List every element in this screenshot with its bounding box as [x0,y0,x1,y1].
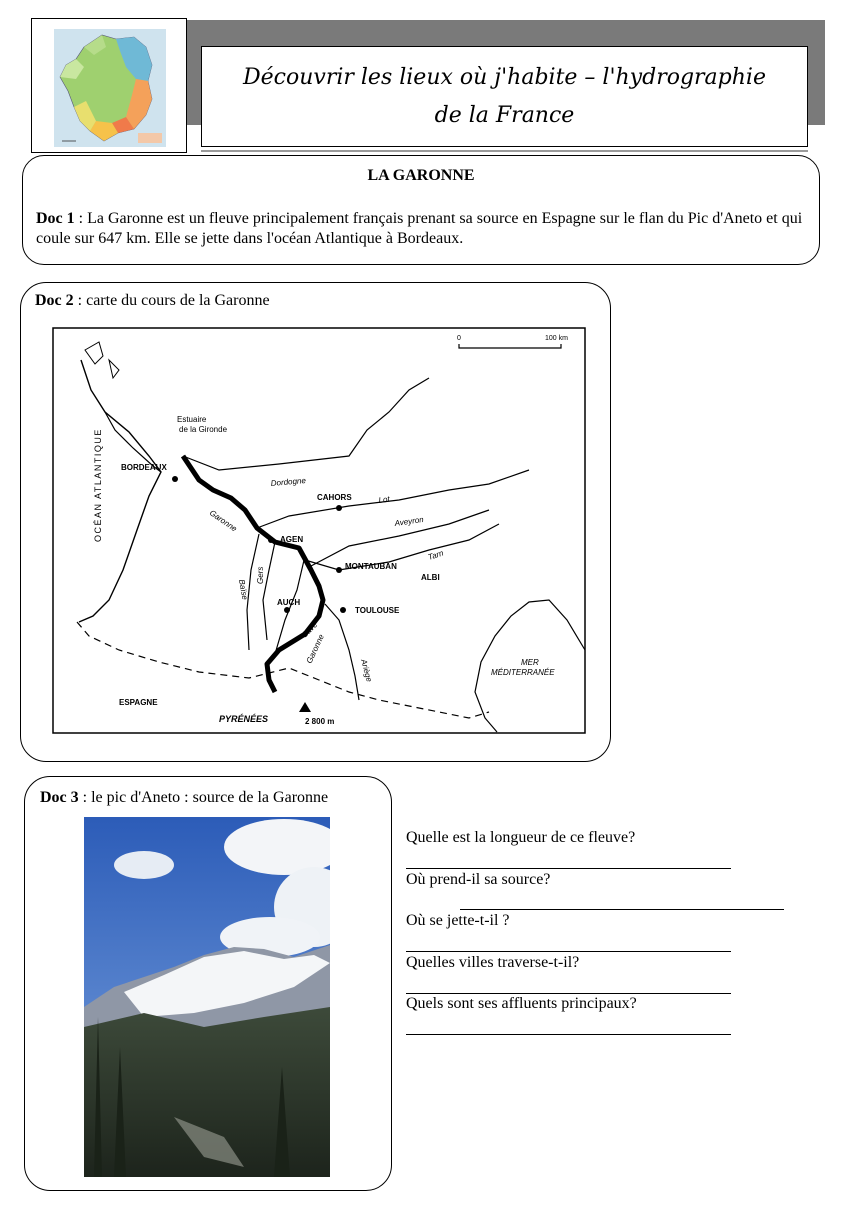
auch-dot [284,607,290,613]
river-label-garonne-south: Garonne [304,632,326,665]
river-label-ariege: Ariège [359,658,374,683]
answer-line-3 [406,951,731,952]
sea-label-1: MER [521,658,539,667]
doc1-text [36,209,805,249]
river-label-aveyron: Aveyron [394,515,425,528]
question-1: Quelle est la longueur de ce fleuve? [406,829,636,846]
city-albi: ALBI [421,573,440,582]
doc3-caption [40,789,328,807]
france-map-thumbnail [31,18,187,153]
bordeaux-dot [172,476,178,482]
answer-line-2 [460,909,784,910]
scale-end: 100 km [545,335,568,342]
doc1-label: Doc 1 [36,210,75,227]
doc3-box [24,776,392,1191]
sea-label-2: MÉDITERRANÉE [491,668,555,677]
question-2: Où prend-il sa source? [406,871,551,888]
city-agen: AGEN [280,535,304,544]
answer-line-5 [406,1034,731,1035]
estuary-label-2: de la Gironde [179,425,228,434]
river-label-tarn: Tarn [426,548,445,562]
scale-start: 0 [457,335,461,342]
page-title: Découvrir les lieux où j'habite – l'hydrographie de la France [201,46,808,147]
doc3-label: Doc 3 [40,789,79,806]
cahors-dot [336,505,342,511]
city-auch: AUCH [277,598,301,607]
doc1-heading: LA GARONNE [367,167,475,184]
title-underline [201,150,808,152]
doc3-caption-text: : le pic d'Aneto : source de la Garonne [78,789,329,806]
doc1-box [22,155,820,265]
doc1-body: : La Garonne est un fleuve principalement français prenant sa source en Espagne sur le flan du Pic d'Aneto et qui coule sur 647 km. Elle se jette dans l'océan Atlantique à Bordeaux. [36,210,803,247]
river-label-lot: Lot [378,494,391,505]
toulouse-dot [340,607,346,613]
river-label-save: Save [300,620,320,640]
question-3: Où se jette-t-il ? [406,912,510,929]
river-label-dordogne: Dordogne [270,475,307,488]
peak-altitude: 2 800 m [305,717,335,726]
answer-line-1 [406,868,731,869]
estuary-label-1: Estuaire [177,415,207,424]
river-label-baise: Baïse [237,578,250,601]
river-label-garonne-north: Garonne [207,508,239,534]
mountains-label: PYRÉNÉES [219,714,269,724]
garonne-course-map [49,320,589,740]
question-5: Quels sont ses affluents principaux? [406,995,637,1012]
answer-line-4 [406,993,731,994]
doc2-label: Doc 2 [35,292,74,309]
doc2-caption [35,292,270,310]
city-bordeaux: BORDEAUX [121,463,167,472]
city-toulouse: TOULOUSE [355,606,400,615]
ocean-label: OCÉAN ATLANTIQUE [93,428,103,542]
country-label-espagne: ESPAGNE [119,698,158,707]
river-label-gers: Gers [256,566,265,584]
doc2-box [20,282,611,762]
city-cahors: CAHORS [317,493,352,502]
question-4: Quelles villes traverse-t-il? [406,954,580,971]
doc2-caption-text: : carte du cours de la Garonne [73,292,270,309]
agen-dot [268,537,274,543]
city-montauban: MONTAUBAN [345,562,397,571]
france-regions-map-image [54,29,166,147]
aneto-photo [84,817,330,1177]
montauban-dot [336,567,342,573]
